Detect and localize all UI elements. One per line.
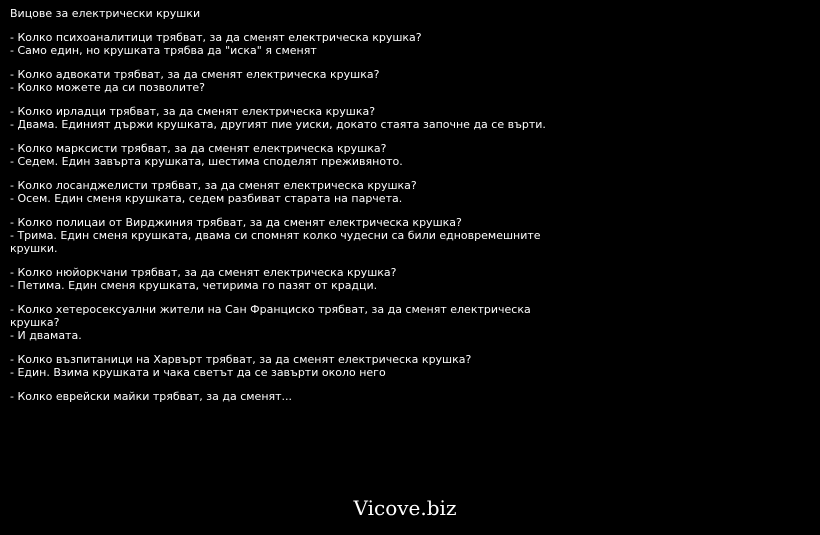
joke-answer: - Седем. Един завърта крушката, шестима споделят преживяното.	[10, 155, 403, 168]
joke-question: - Колко лосанджелисти трябват, за да сменят електрическа крушка?	[10, 179, 417, 192]
joke-item	[10, 31, 570, 57]
joke-item	[10, 179, 570, 205]
joke-question: - Колко нюйоркчани трябват, за да сменят електрическа крушка?	[10, 266, 397, 279]
joke-question: - Колко възпитаници на Харвърт трябват, за да сменят електрическа крушка?	[10, 353, 472, 366]
joke-item	[10, 105, 570, 131]
joke-answer: - Двама. Единият държи крушката, другият пие уиски, докато стаята започне да се върти.	[10, 118, 546, 131]
joke-item	[10, 216, 570, 255]
joke-item	[10, 353, 570, 379]
joke-question: - Колко полицаи от Вирджиния трябват, за да сменят електрическа крушка?	[10, 216, 462, 229]
joke-question: - Колко хетеросексуални жители на Сан Франциско трябват, за да сменят електрическа крушка?	[10, 303, 531, 329]
joke-item	[10, 266, 570, 292]
joke-answer: - Колко можете да си позволите?	[10, 81, 205, 94]
joke-question: - Колко психоаналитици трябват, за да сменят електрическа крушка?	[10, 31, 422, 44]
joke-item	[10, 68, 570, 94]
joke-item	[10, 142, 570, 168]
joke-item	[10, 390, 570, 403]
joke-answer: - Трима. Един сменя крушката, двама си спомнят колко чудесни са били едновремешните крушки.	[10, 229, 541, 255]
page-title: Вицове за електрически крушки	[10, 7, 201, 20]
joke-answer: - Един. Взима крушката и чака светът да се завърти около него	[10, 366, 386, 379]
joke-question: - Колко еврейски майки трябват, за да сменят...	[10, 390, 293, 403]
joke-answer: - Осем. Един сменя крушката, седем разбиват старата на парчета.	[10, 192, 403, 205]
joke-question: - Колко ирладци трябват, за да сменят електрическа крушка?	[10, 105, 376, 118]
joke-article	[10, 7, 570, 414]
joke-item	[10, 303, 570, 342]
joke-answer: - Петима. Един сменя крушката, четирима го пазят от крадци.	[10, 279, 378, 292]
joke-answer: - Само един, но крушката трябва да "иска" я сменят	[10, 44, 317, 57]
joke-answer: - И двамата.	[10, 329, 82, 342]
joke-question: - Колко адвокати трябват, за да сменят електрическа крушка?	[10, 68, 380, 81]
site-brand: Vicove.biz	[353, 496, 457, 520]
joke-question: - Колко марксисти трябват, за да сменят електрическа крушка?	[10, 142, 387, 155]
